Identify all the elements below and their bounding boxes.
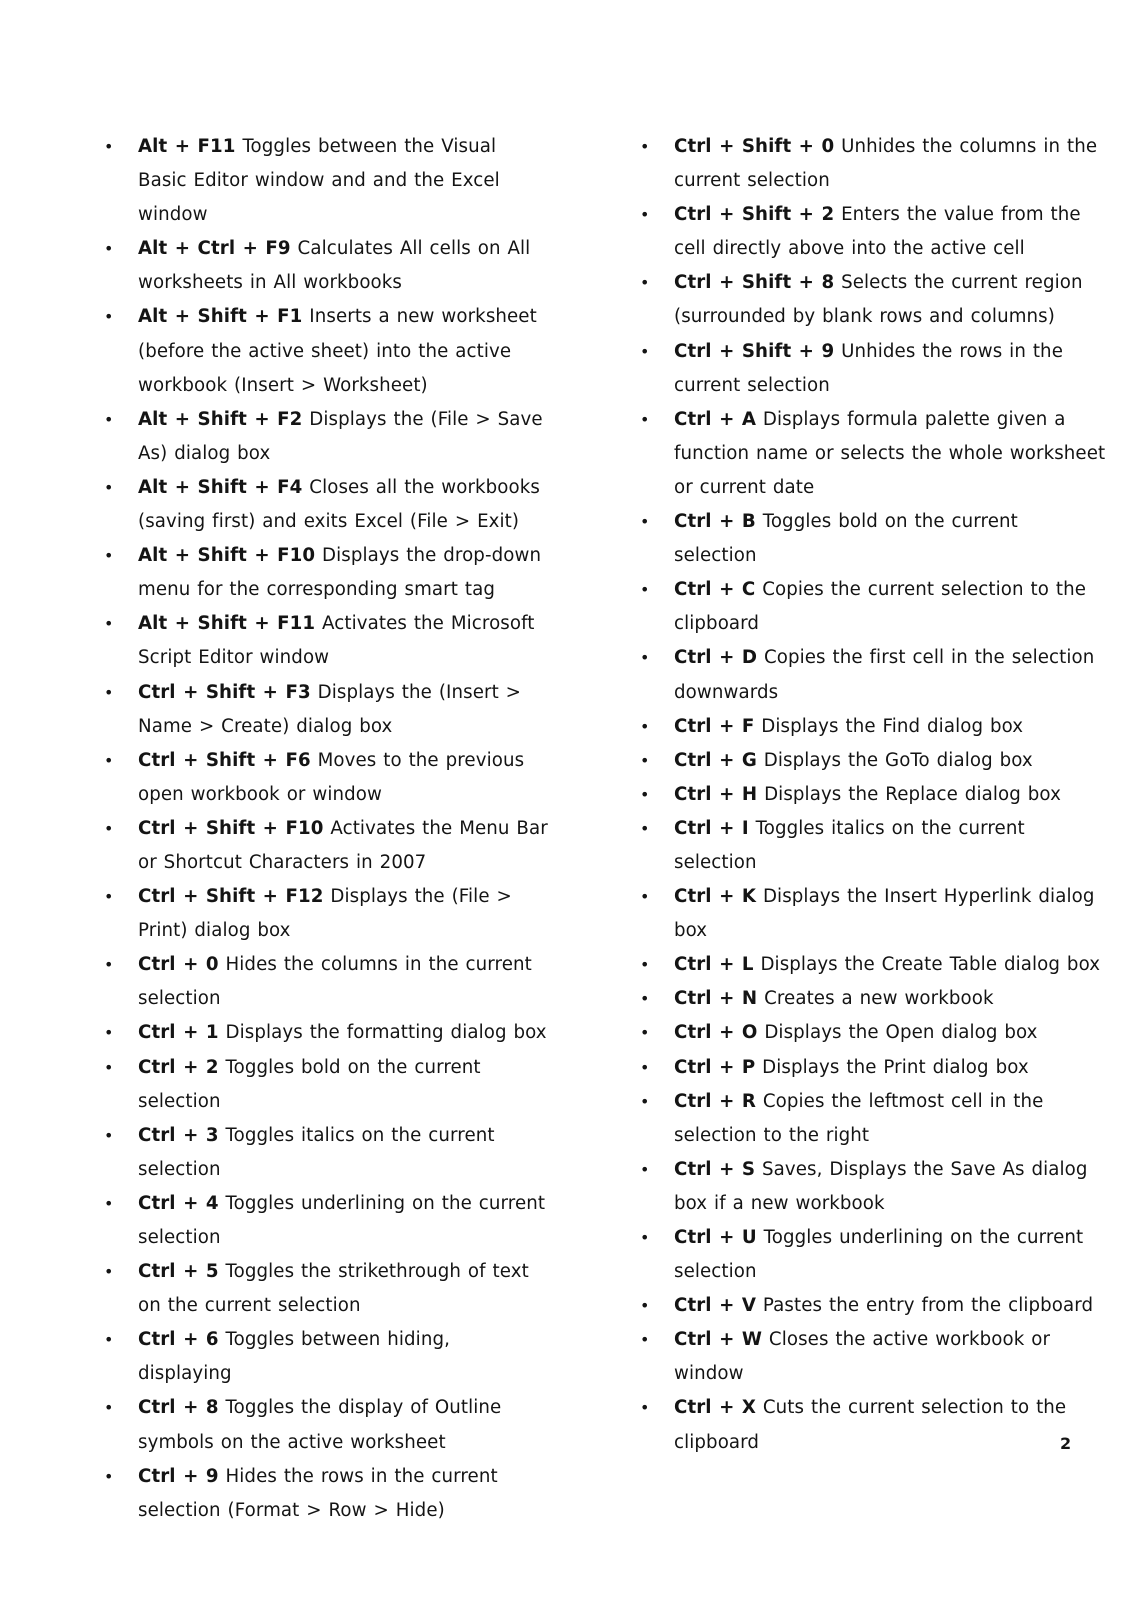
shortcut-description: Toggles between the Visual Basic Editor window and and the Excel window [138,136,500,226]
shortcut-keys: Ctrl + 2 [138,1056,219,1078]
shortcut-keys: Ctrl + F [674,715,755,737]
shortcut-list-item [100,1016,550,1050]
bullet-icon: • [640,1296,650,1316]
shortcut-list-item [636,948,1106,982]
shortcut-description: Pastes the entry from the clipboard [762,1295,1094,1317]
shortcut-list-item [636,1051,1106,1085]
bullet-icon: • [640,1159,650,1179]
bullet-icon: • [640,648,650,668]
shortcut-keys: Ctrl + K [674,886,757,908]
shortcut-list-item [100,471,550,539]
shortcut-keys: Alt + Shift + F11 [138,613,316,635]
shortcut-keys: Ctrl + Shift + F12 [138,886,324,908]
bullet-icon: • [104,1057,114,1077]
shortcut-keys: Ctrl + D [674,647,758,669]
shortcut-description: Creates a new workbook [764,988,994,1010]
shortcut-keys: Alt + Ctrl + F9 [138,238,291,260]
bullet-icon: • [640,955,650,975]
bullet-icon: • [104,887,114,907]
shortcut-keys: Ctrl + Shift + F3 [138,681,311,703]
shortcut-description: Displays the formatting dialog box [225,1022,547,1044]
shortcut-list-item [636,880,1106,948]
shortcut-list-item [636,130,1106,198]
bullet-icon: • [104,307,114,327]
shortcut-keys: Ctrl + 1 [138,1022,219,1044]
shortcut-description: Displays the Replace dialog box [764,783,1061,805]
shortcut-description: Displays the drop-down menu for the corresponding smart tag [138,545,542,601]
shortcut-keys: Ctrl + Shift + 0 [674,136,835,157]
shortcut-keys: Alt + Shift + F2 [138,408,303,430]
bullet-icon: • [640,580,650,600]
bullet-icon: • [104,818,114,838]
shortcut-description: Displays the (File > Save As) dialog box [138,408,543,464]
bullet-icon: • [104,1330,114,1350]
shortcut-description: Inserts a new worksheet (before the active sheet) into the active workbook (Insert > Worksheet) [138,306,537,396]
shortcut-list-item [636,641,1106,709]
shortcut-description: Displays formula palette given a function name or selects the whole worksheet or current date [674,408,1106,498]
shortcut-keys: Ctrl + S [674,1158,756,1180]
bullet-icon: • [640,1228,650,1247]
bullet-icon: • [640,341,650,361]
shortcut-list-item [100,676,550,744]
shortcut-description: Saves, Displays the Save As dialog box if a new workbook [674,1158,1088,1214]
shortcut-keys: Ctrl + 3 [138,1124,219,1146]
bullet-icon: • [104,750,114,770]
bullet-icon: • [104,1466,114,1486]
bullet-icon: • [104,1262,114,1282]
shortcut-list-item [100,607,550,675]
shortcut-description: Unhides the rows in the current selection [674,340,1063,396]
bullet-icon: • [104,1398,114,1418]
shortcut-description: Toggles italics on the current selection [674,817,1025,873]
shortcut-description: Displays the Open dialog box [764,1022,1038,1044]
shortcut-list-item [636,812,1106,880]
bullet-icon: • [640,1057,650,1077]
shortcut-keys: Ctrl + 9 [138,1465,219,1487]
shortcut-description: Cuts the current selection to the clipboard [674,1397,1067,1453]
shortcut-list-item [636,710,1106,744]
bullet-icon: • [104,409,114,429]
shortcut-keys: Ctrl + A [674,408,757,430]
shortcut-description: Displays the (File > Print) dialog box [138,886,512,942]
shortcut-description: Enters the value from the cell directly above into the active cell [674,204,1081,260]
shortcut-description: Displays the Insert Hyperlink dialog box [674,886,1095,942]
shortcut-description: Closes all the workbooks (saving first) and exits Excel (File > Exit) [138,476,540,533]
shortcut-keys: Ctrl + H [674,783,758,805]
bullet-icon: • [640,137,650,156]
shortcut-list-item [100,1255,550,1323]
shortcut-list-item [100,130,550,232]
shortcut-description: Toggles underlining on the current selection [674,1227,1084,1283]
bullet-icon: • [104,1193,114,1213]
shortcut-description: Unhides the columns in the current selection [674,136,1098,192]
shortcut-keys: Ctrl + O [674,1022,758,1044]
shortcut-description: Toggles underlining on the current selection [138,1192,546,1248]
shortcut-keys: Alt + Shift + F10 [138,545,316,567]
shortcut-keys: Ctrl + B [674,511,756,533]
bullet-icon: • [640,818,650,838]
shortcut-keys: Alt + Shift + F4 [138,476,303,498]
shortcut-list-item [636,1289,1106,1323]
bullet-icon: • [104,1125,114,1145]
shortcut-list-item [100,1460,550,1528]
shortcut-list-item [100,1119,550,1187]
shortcut-list-item [636,198,1106,266]
shortcut-keys: Alt + Shift + F1 [138,306,303,328]
shortcut-description: Toggles italics on the current selection [138,1124,495,1180]
shortcut-description: Hides the rows in the current selection (Format > Row > Hide) [138,1465,498,1521]
bullet-icon: • [104,1023,114,1043]
bullet-icon: • [640,1398,650,1418]
bullet-icon: • [104,477,114,497]
shortcut-list-item [636,1323,1106,1391]
shortcut-list-item [100,744,550,812]
shortcut-description: Moves to the previous open workbook or window [138,749,525,805]
bullet-icon: • [104,239,114,259]
shortcut-description: Selects the current region (surrounded by blank rows and columns) [674,272,1083,328]
shortcut-keys: Ctrl + Shift + 8 [674,272,835,294]
shortcut-list-item [636,1221,1106,1289]
shortcut-description: Displays the Print dialog box [762,1056,1029,1078]
shortcut-keys: Ctrl + X [674,1397,756,1419]
shortcut-keys: Ctrl + C [674,579,756,601]
bullet-icon: • [640,989,650,1009]
shortcut-list-item [636,1153,1106,1221]
shortcut-keys: Ctrl + G [674,749,757,771]
bullet-icon: • [640,512,650,532]
shortcut-description: Closes the active workbook or window [674,1329,1051,1385]
shortcut-list-item [100,539,550,607]
bullet-icon: • [640,750,650,770]
shortcut-description: Displays the (Insert > Name > Create) dialog box [138,681,522,737]
shortcut-description: Copies the first cell in the selection downwards [674,647,1095,703]
bullet-icon: • [104,682,114,702]
bullet-icon: • [104,955,114,975]
shortcut-list-item [636,744,1106,778]
shortcut-description: Toggles between hiding, displaying [138,1329,450,1385]
shortcut-list-item [636,335,1106,403]
bullet-icon: • [640,1091,650,1111]
shortcut-keys: Ctrl + 4 [138,1192,219,1214]
shortcut-description: Activates the Menu Bar or Shortcut Characters in 2007 [138,817,548,873]
shortcut-list-item [636,403,1106,505]
shortcut-keys: Ctrl + N [674,988,758,1010]
shortcut-list-item [636,505,1106,573]
shortcut-keys: Ctrl + U [674,1227,757,1248]
shortcut-description: Activates the Microsoft Script Editor window [138,613,535,669]
shortcut-list-item [100,1323,550,1391]
shortcut-list-item [636,266,1106,334]
shortcut-list-item [636,778,1106,812]
shortcut-keys: Ctrl + 8 [138,1397,219,1419]
shortcut-list-item [636,982,1106,1016]
shortcut-keys: Ctrl + Shift + F6 [138,749,311,771]
shortcut-list-item [636,1391,1106,1459]
shortcut-description: Copies the current selection to the clipboard [674,579,1086,635]
bullet-icon: • [640,716,650,736]
bullet-icon: • [640,205,650,225]
shortcut-list-item [100,300,550,402]
shortcut-list-item [636,573,1106,641]
shortcut-list-item [100,1051,550,1119]
shortcut-list-item [636,1016,1106,1050]
shortcut-list-item [100,1391,550,1459]
shortcut-keys: Alt + F11 [138,136,236,157]
bullet-icon: • [104,546,114,566]
shortcut-keys: Ctrl + L [674,954,754,976]
shortcut-list-item [100,880,550,948]
shortcut-description: Toggles bold on the current selection [674,511,1018,567]
shortcut-list-item [100,232,550,300]
shortcut-list-left [100,130,550,1528]
shortcut-description: Displays the Find dialog box [761,715,1024,737]
shortcut-keys: Ctrl + P [674,1056,756,1078]
bullet-icon: • [640,273,650,293]
shortcut-keys: Ctrl + Shift + 9 [674,340,835,362]
shortcut-keys: Ctrl + R [674,1090,756,1112]
shortcut-keys: Ctrl + 5 [138,1261,219,1283]
bullet-icon: • [104,614,114,634]
shortcut-description: Toggles bold on the current selection [138,1056,481,1112]
bullet-icon: • [640,409,650,429]
shortcut-keys: Ctrl + W [674,1329,763,1351]
shortcut-list-right [636,130,1106,1460]
bullet-icon: • [640,887,650,907]
shortcut-keys: Ctrl + Shift + 2 [674,204,835,226]
shortcut-description: Copies the leftmost cell in the selection to the right [674,1090,1044,1146]
shortcut-description: Calculates All cells on All worksheets in All workbooks [138,238,531,294]
shortcut-list-item [100,812,550,880]
shortcut-keys: Ctrl + Shift + F10 [138,817,324,839]
shortcut-description: Hides the columns in the current selection [138,954,532,1010]
page-number: 2 [1060,1434,1072,1453]
shortcut-list-item [100,403,550,471]
bullet-icon: • [640,1023,650,1043]
shortcut-description: Toggles the strikethrough of text on the current selection [138,1261,529,1317]
shortcut-description: Displays the GoTo dialog box [763,749,1033,771]
shortcut-keys: Ctrl + 6 [138,1329,219,1351]
shortcut-description: Displays the Create Table dialog box [760,954,1101,976]
shortcut-list-item [636,1085,1106,1153]
shortcut-list-item [100,1187,550,1255]
shortcut-description: Toggles the display of Outline symbols on the active worksheet [138,1397,502,1453]
shortcut-keys: Ctrl + I [674,817,749,839]
shortcut-keys: Ctrl + 0 [138,954,219,976]
bullet-icon: • [640,784,650,804]
shortcut-list-item [100,948,550,1016]
bullet-icon: • [640,1330,650,1350]
bullet-icon: • [104,137,114,156]
shortcut-keys: Ctrl + V [674,1295,757,1317]
